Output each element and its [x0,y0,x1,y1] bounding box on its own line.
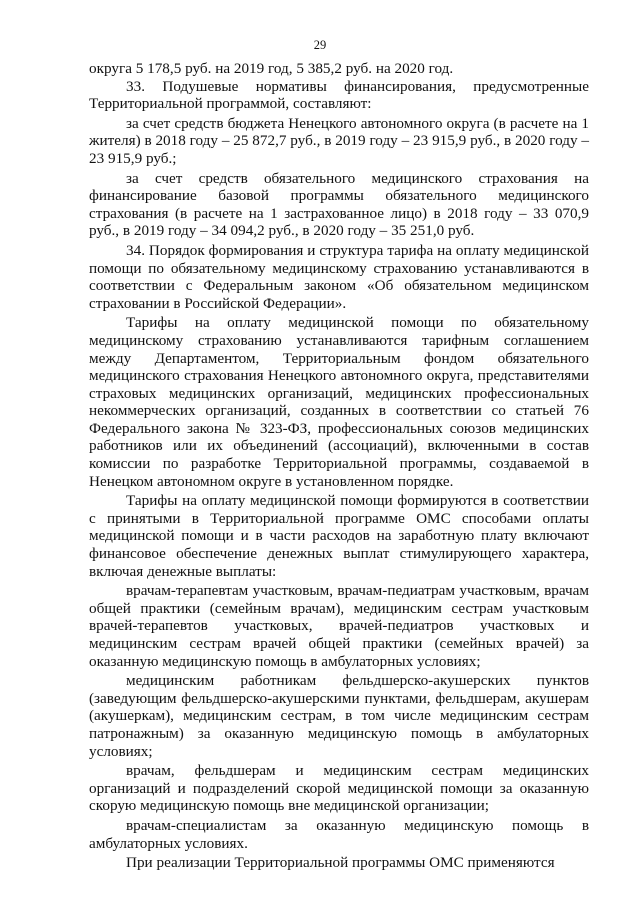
paragraph-4: за счет средств обязательного медицинского страхования на финансирование базовой программы обязательного медицинского страхования (в расчете на 1 застрахованное лицо) в 2018 году – 33 070,9 руб., в 2019 году – 34 094,2 руб., в 2020 году – 35 251,0 руб. [89,169,589,240]
paragraph-12: При реализации Территориальной программы ОМС применяются [126,854,555,872]
paragraph-6: Тарифы на оплату медицинской помощи по обязательному медицинскому страхованию устанавливаются тарифным соглашением между Департаментом, Территориальным фондом обязательного медицинского страхования Ненецкого автономного округа, представителями страховых медицинских организаций, медицинских профессиональных некоммерческих организаций, созданных в соответствии со статьей 76 Федерального закона № 323-ФЗ, профессиональных союзов медицинских работников или их объединений (ассоциаций), включенными в состав комиссии по разработке Территориальной программы, создаваемой в Ненецком автономном округе в установленном порядке. [89,314,589,490]
paragraph-5: 34. Порядок формирования и структура тарифа на оплату медицинской помощи по обязательному медицинскому страхованию устанавливаются в соответствии с Федеральным законом «Об обязательном медицинском страховании в Российской Федерации». [89,241,589,312]
paragraph-2: 33. Подушевые нормативы финансирования, предусмотренные Территориальной программой, составляют: [89,77,589,113]
document-body [89,60,589,872]
paragraph-10: врачам, фельдшерам и медицинским сестрам медицинских организаций и подразделений скорой медицинской помощи за оказанную скорую медицинскую помощь вне медицинской организации; [89,762,589,815]
paragraph-9: медицинским работникам фельдшерско-акушерских пунктов (заведующим фельдшерско-акушерскими пунктами, фельдшерам, акушерам (акушеркам), медицинским сестрам, в том числе медицинским сестрам патронажным) за оказанную медицинскую помощь в амбулаторных условиях; [89,672,589,760]
paragraph-3: за счет средств бюджета Ненецкого автономного округа (в расчете на 1 жителя) в 2018 году – 25 872,7 руб., в 2019 году – 23 915,9 руб., в 2020 году – 23 915,9 руб.; [89,114,589,167]
paragraph-8: врачам-терапевтам участковым, врачам-педиатрам участковым, врачам общей практики (семейным врачам), медицинским сестрам участковым врачей-терапевтов участковых, врачей-педиатров участковых и медицинским сестрам врачей общей практики (семейных врачей) за оказанную медицинскую помощь в амбулаторных условиях; [89,582,589,670]
page-number: 29 [313,38,327,52]
paragraph-11: врачам-специалистам за оказанную медицинскую помощь в амбулаторных условиях. [89,816,589,852]
paragraph-1: округа 5 178,5 руб. на 2019 год, 5 385,2 руб. на 2020 год. [89,60,454,77]
paragraph-7: Тарифы на оплату медицинской помощи формируются в соответствии с принятыми в Территориальной программе ОМС способами оплаты медицинской помощи и в части расходов на заработную плату включают финансовое обеспечение денежных выплат стимулирующего характера, включая денежные выплаты: [89,492,589,580]
